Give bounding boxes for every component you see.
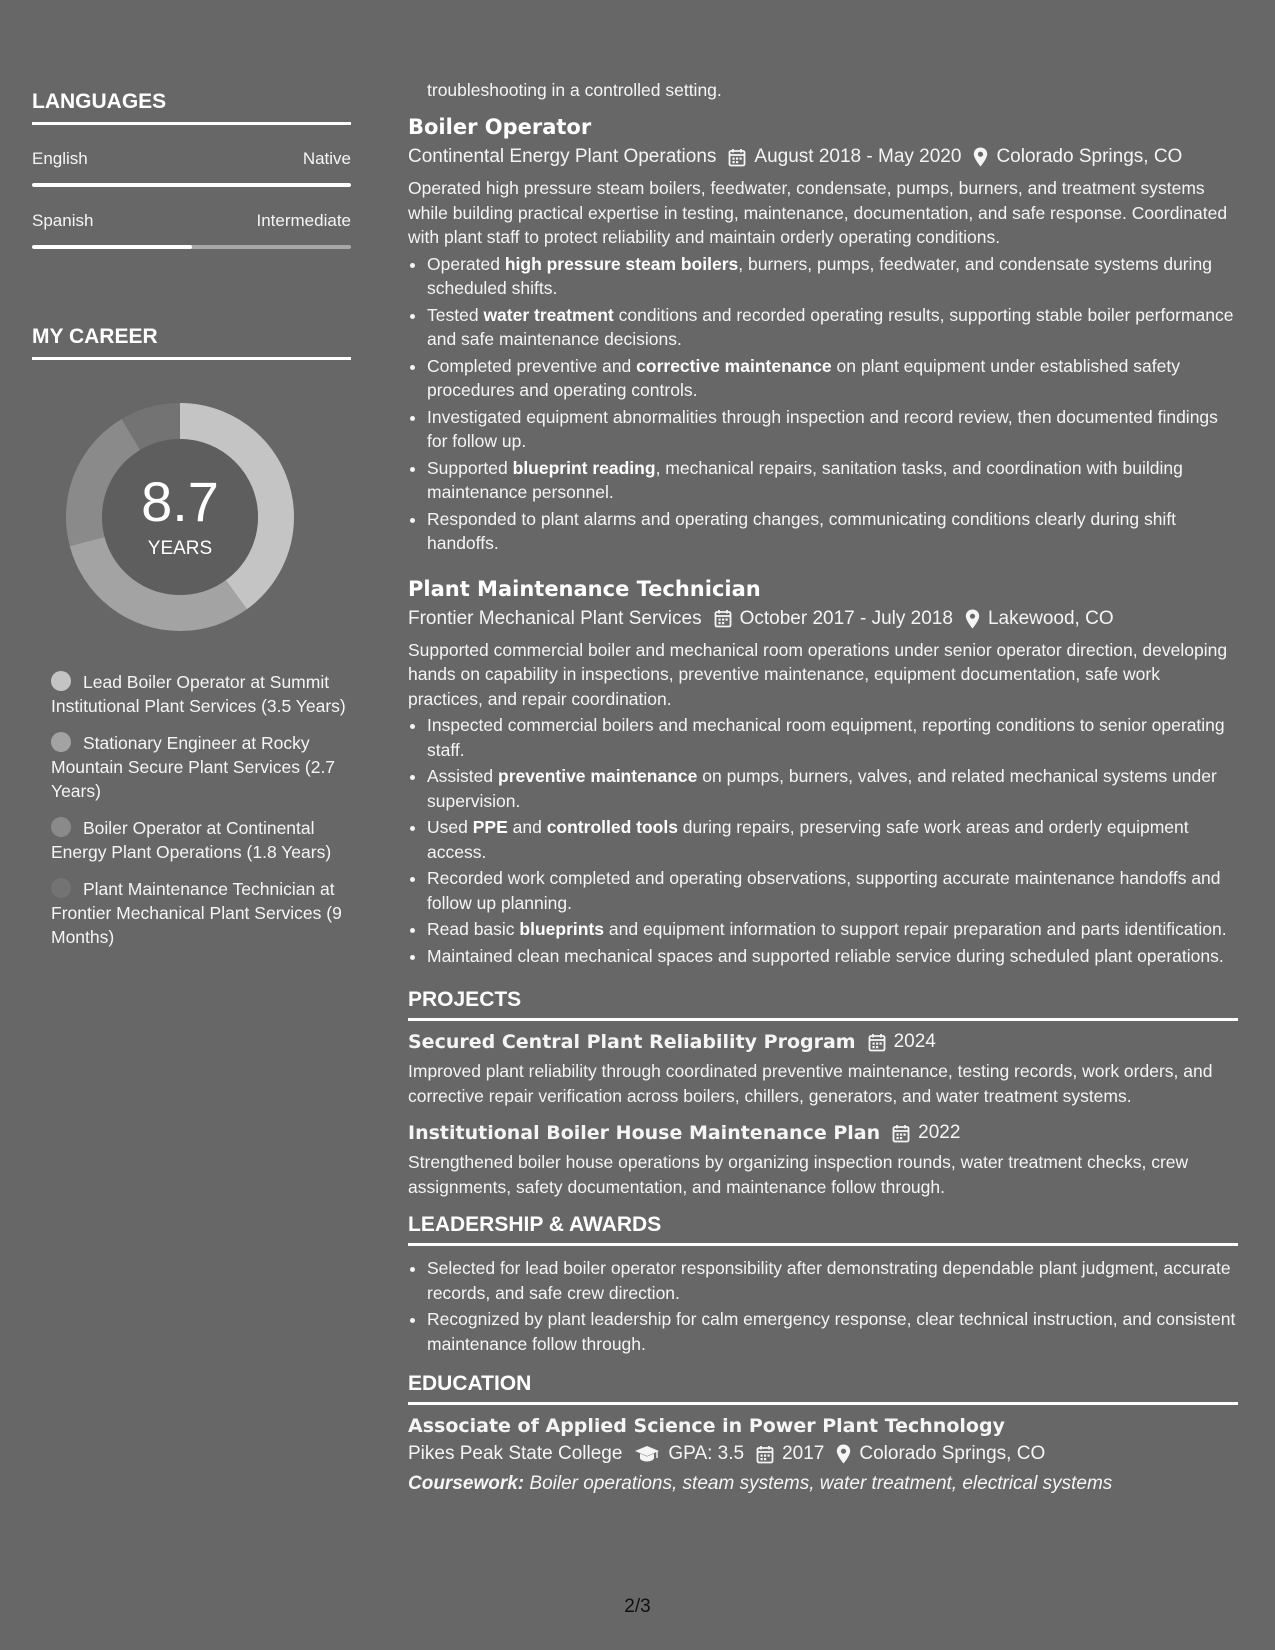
school-name: Pikes Peak State College bbox=[408, 1443, 623, 1464]
career-item-text: Stationary Engineer at Rocky Mountain Secure Plant Services (2.7 Years) bbox=[51, 733, 336, 801]
project-entry bbox=[408, 1122, 1238, 1199]
job-company: Continental Energy Plant Operations bbox=[408, 146, 717, 167]
career-list bbox=[32, 670, 351, 949]
job-company: Frontier Mechanical Plant Services bbox=[408, 607, 702, 629]
job-bullet: • Operated high pressure steam boilers, burners, pumps, feedwater, and condensate systems during scheduled shifts. bbox=[427, 252, 1238, 301]
main-content bbox=[408, 78, 1238, 1495]
job-bullets bbox=[408, 252, 1238, 556]
career-item-text: Boiler Operator at Continental Energy Plant Operations (1.8 Years) bbox=[51, 818, 332, 862]
career-list-item bbox=[51, 670, 351, 718]
language-level: Intermediate bbox=[256, 211, 351, 230]
job-description: Operated high pressure steam boilers, feedwater, condensate, pumps, burners, and treatment systems while building practical expertise in testing, maintenance, documentation, and safe response. Coordinated with plant staff to protect reliability and maintain orderly operating conditions. bbox=[408, 178, 1228, 247]
job-bullet: • Tested water treatment conditions and recorded operating results, supporting stable boiler performance and safe maintenance decisions. bbox=[427, 303, 1238, 352]
education-meta bbox=[408, 1443, 1238, 1465]
languages-heading: LANGUAGES bbox=[32, 90, 351, 125]
leadership-item: • Selected for lead boiler operator responsibility after demonstrating dependable plant judgment, accurate records, and safe crew direction. bbox=[427, 1256, 1238, 1305]
job-bullet: • Completed preventive and corrective maintenance on plant equipment under established safety procedures and operating controls. bbox=[427, 354, 1238, 403]
career-dot-icon bbox=[51, 671, 71, 691]
location-pin-icon bbox=[965, 609, 980, 629]
project-description: Improved plant reliability through coordinated preventive maintenance, testing records, work orders, and corrective repair verification across boilers, chillers, generators, and water treatment systems. bbox=[408, 1061, 1213, 1106]
language-proficiency-bar bbox=[32, 245, 351, 249]
job-bullet: • Used PPE and controlled tools during repairs, preserving safe work areas and orderly equipment access. bbox=[427, 815, 1238, 864]
leadership-heading: LEADERSHIP & AWARDS bbox=[408, 1213, 1238, 1246]
career-dot-icon bbox=[51, 732, 71, 752]
school-location: Colorado Springs, CO bbox=[859, 1443, 1046, 1464]
job-title: Boiler Operator bbox=[408, 115, 592, 139]
job-entry bbox=[408, 114, 1238, 556]
project-title: Secured Central Plant Reliability Program bbox=[408, 1031, 856, 1053]
job-description: Supported commercial boiler and mechanical room operations under senior operator direction, developing hands on capability in inspections, preventive maintenance, equipment documentation, safe work practices, and repair coordination. bbox=[408, 639, 1228, 709]
leadership-list bbox=[408, 1256, 1238, 1356]
education-heading: EDUCATION bbox=[408, 1372, 1238, 1405]
gpa: GPA: 3.5 bbox=[668, 1443, 745, 1464]
job-bullet: • Inspected commercial boilers and mechanical room equipment, reporting conditions to senior operating staff. bbox=[427, 713, 1238, 762]
graduation-year: 2017 bbox=[782, 1443, 825, 1464]
job-location: Colorado Springs, CO bbox=[996, 146, 1183, 167]
job-bullet: • Assisted preventive maintenance on pumps, burners, valves, and related mechanical systems under supervision. bbox=[427, 764, 1238, 813]
job-bullet: • Responded to plant alarms and operating changes, communicating conditions clearly during shift handoffs. bbox=[427, 507, 1238, 556]
project-description: Strengthened boiler house operations by organizing inspection rounds, water treatment checks, crew assignments, safety documentation, and maintenance follow through. bbox=[408, 1152, 1189, 1197]
language-name: English bbox=[32, 149, 88, 168]
language-level: Native bbox=[302, 149, 351, 168]
job-entry bbox=[408, 576, 1238, 969]
language-item bbox=[32, 149, 351, 187]
career-list-item bbox=[51, 816, 351, 864]
career-total-years: 8.7 bbox=[141, 470, 219, 533]
language-proficiency-bar bbox=[32, 183, 351, 187]
career-item-text: Lead Boiler Operator at Summit Institutional Plant Services (3.5 Years) bbox=[51, 672, 346, 716]
language-proficiency-fill bbox=[32, 183, 351, 187]
career-list-item bbox=[51, 877, 351, 949]
job-bullet: • Read basic blueprints and equipment information to support repair preparation and parts identification. bbox=[427, 917, 1238, 942]
job-bullet: • Supported blueprint reading, mechanical repairs, sanitation tasks, and coordination with building maintenance personnel. bbox=[427, 456, 1238, 505]
language-name: Spanish bbox=[32, 211, 94, 230]
project-year: 2024 bbox=[893, 1031, 936, 1052]
language-proficiency-fill bbox=[32, 245, 192, 249]
project-year: 2022 bbox=[918, 1122, 961, 1143]
graduation-cap-icon bbox=[634, 1445, 660, 1463]
project-title: Institutional Boiler House Maintenance Plan bbox=[408, 1122, 881, 1144]
location-pin-icon bbox=[973, 147, 988, 167]
continued-text: troubleshooting in a controlled setting. bbox=[427, 80, 722, 100]
coursework-text: Boiler operations, steam systems, water treatment, electrical systems bbox=[524, 1473, 1113, 1494]
career-donut-chart bbox=[65, 402, 295, 632]
job-title: Plant Maintenance Technician bbox=[408, 576, 761, 601]
sidebar bbox=[32, 90, 351, 962]
location-pin-icon bbox=[836, 1444, 851, 1464]
calendar-icon bbox=[756, 1445, 774, 1464]
job-dates: August 2018 - May 2020 bbox=[754, 146, 962, 167]
calendar-icon bbox=[728, 148, 746, 167]
career-heading: MY CAREER bbox=[32, 325, 351, 360]
career-total-unit: YEARS bbox=[147, 538, 213, 559]
calendar-icon bbox=[714, 609, 732, 628]
language-item bbox=[32, 211, 351, 249]
job-meta bbox=[408, 608, 1238, 630]
job-location: Lakewood, CO bbox=[987, 607, 1114, 629]
project-entry bbox=[408, 1031, 1238, 1108]
calendar-icon bbox=[868, 1033, 886, 1052]
calendar-icon bbox=[892, 1124, 910, 1143]
coursework-label: Coursework: bbox=[408, 1473, 525, 1494]
career-dot-icon bbox=[51, 817, 71, 837]
job-bullet: • Maintained clean mechanical spaces and supported reliable service during scheduled plant operations. bbox=[427, 944, 1238, 969]
job-bullets bbox=[408, 713, 1238, 968]
degree-title: Associate of Applied Science in Power Plant Technology bbox=[408, 1415, 1005, 1437]
coursework bbox=[408, 1473, 1238, 1495]
job-meta bbox=[408, 146, 1238, 168]
job-bullet: • Recorded work completed and operating observations, supporting accurate maintenance handoffs and follow up planning. bbox=[427, 866, 1238, 915]
projects-heading: PROJECTS bbox=[408, 988, 1238, 1021]
career-item-text: Plant Maintenance Technician at Frontier Mechanical Plant Services (9 Months) bbox=[51, 879, 342, 947]
job-dates: October 2017 - July 2018 bbox=[739, 607, 953, 629]
career-dot-icon bbox=[51, 878, 71, 898]
page-number: 2/3 bbox=[624, 1596, 651, 1617]
leadership-item: • Recognized by plant leadership for calm emergency response, clear technical instruction, and consistent maintenance follow through. bbox=[427, 1307, 1238, 1356]
job-bullet: • Investigated equipment abnormalities through inspection and record review, then documented findings for follow up. bbox=[427, 405, 1238, 454]
career-list-item bbox=[51, 731, 351, 803]
